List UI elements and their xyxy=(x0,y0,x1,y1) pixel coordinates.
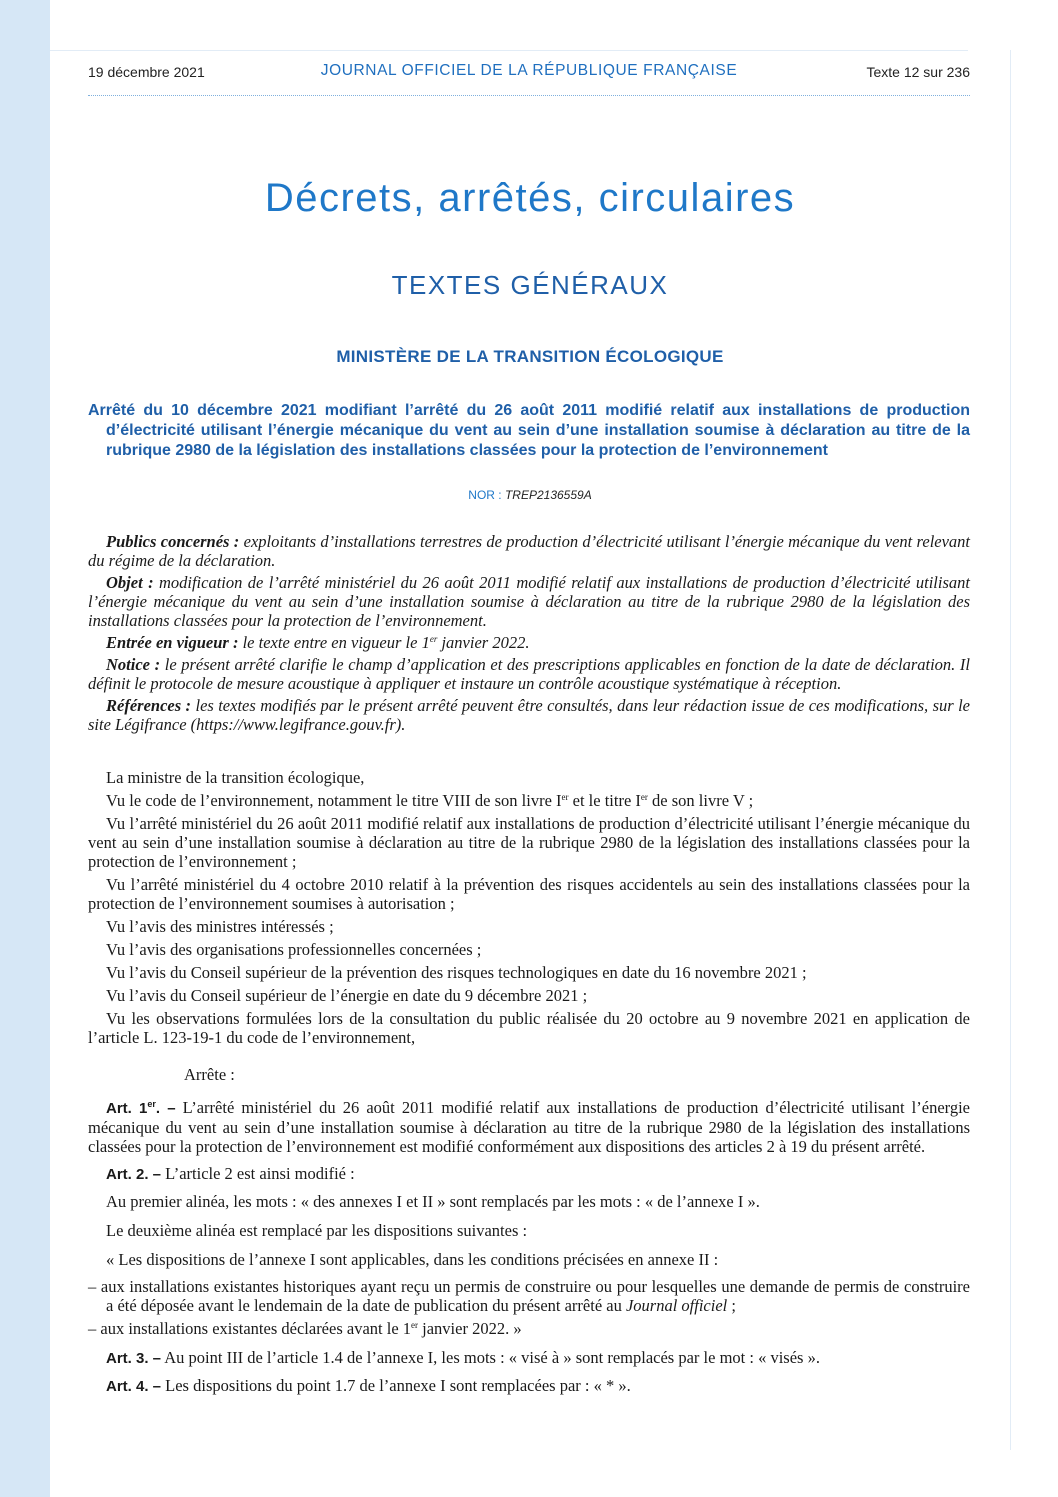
summary-publics-label: Publics concernés : xyxy=(106,532,240,551)
article-1-label-b: . – xyxy=(155,1100,176,1117)
article-1 xyxy=(88,1098,970,1156)
vu-paragraph: Vu l’avis des organisations professionnelles concernées ; xyxy=(106,940,482,959)
dash-item-2-text-b: janvier 2022. » xyxy=(418,1319,522,1338)
page-right-edge xyxy=(966,50,1011,1450)
summary-notice-label: Notice : xyxy=(106,655,161,674)
section-subtitle: TEXTES GÉNÉRAUX xyxy=(391,270,669,300)
article-1-label xyxy=(106,1100,176,1117)
article-3 xyxy=(88,1348,970,1368)
article-2-dash-item xyxy=(88,1319,970,1338)
vu-paragraph xyxy=(88,791,970,810)
dash-item-1-text-a: – aux installations existantes historiques ayant reçu un permis de construire ou pour lesquelles une demande de permis de construire a été déposée avant le lendemain de la date de publication du présent arrêté au xyxy=(88,1277,970,1315)
header-divider xyxy=(88,95,970,96)
summary-entree-label: Entrée en vigueur : xyxy=(106,633,239,652)
vu1-text-b: et le titre I xyxy=(568,791,641,810)
vu-paragraph: Vu les observations formulées lors de la consultation du public réalisée du 20 octobre au 9 novembre 2021 en application de l’article L. 123-19-1 du code de l’environnement, xyxy=(88,1009,970,1047)
vu-paragraph: Vu l’avis des ministres intéressés ; xyxy=(106,917,334,936)
left-margin-band xyxy=(0,0,50,1497)
article-1-text: L’arrêté ministériel du 26 août 2011 modifié relatif aux installations de production d’électricité utilisant l’énergie mécanique du vent au sein d’une installation soumise à déclaration au titre de la rubrique 2980 de la législation des installations classées pour la protection de l’environnement est modifié conformément aux dispositions des articles 2 à 19 du présent arrêté. xyxy=(88,1098,970,1156)
article-1-label-a: Art. 1 xyxy=(106,1100,148,1117)
page-header xyxy=(88,62,970,86)
dash-item-1-text-b: ; xyxy=(727,1296,736,1315)
nor-value: TREP2136559A xyxy=(504,488,592,502)
article-3-text: Au point III de l’article 1.4 de l’annexe I, les mots : « visé à » sont remplacés par le mot : « visés ». xyxy=(161,1348,820,1367)
summary-entree-text-a: le texte entre en vigueur le 1 xyxy=(238,633,430,652)
summary-objet-text: modification de l’arrêté ministériel du 26 août 2011 modifié relatif aux installations de production d’électricité utilisant l’énergie mécanique du vent au sein d’une installation soumise à déclaration au titre de la rubrique 2980 de la législation des installations classées pour la protection de l’environnement. xyxy=(88,573,970,630)
summary-publics xyxy=(88,532,970,570)
dash-item-2-sup: er xyxy=(411,1320,419,1330)
vu-paragraph: Vu l’avis du Conseil supérieur de la prévention des risques technologiques en date du 16 novembre 2021 ; xyxy=(106,963,807,982)
vu1-text-c: de son livre V ; xyxy=(647,791,754,810)
article-3-label: Art. 3. – xyxy=(106,1350,162,1367)
ministry-heading: MINISTÈRE DE LA TRANSITION ÉCOLOGIQUE xyxy=(336,347,724,366)
article-4 xyxy=(88,1376,970,1396)
summary-objet xyxy=(88,573,970,630)
article-2-paragraph: « Les dispositions de l’annexe I sont applicables, dans les conditions précisées en annexe II : xyxy=(106,1250,719,1269)
article-2 xyxy=(88,1164,970,1184)
summary-entree xyxy=(88,633,970,652)
summary-block xyxy=(88,532,970,737)
header-date: 19 décembre 2021 xyxy=(88,64,205,80)
vu-paragraph: Vu l’arrêté ministériel du 4 octobre 2010 relatif à la prévention des risques accidentels au sein des installations classées pour la protection de l’environnement soumises à autorisation ; xyxy=(88,875,970,913)
header-journal-title: JOURNAL OFFICIEL DE LA RÉPUBLIQUE FRANÇAISE xyxy=(320,62,738,79)
nor-reference xyxy=(50,488,1010,502)
section-title: Décrets, arrêtés, circulaires xyxy=(264,176,796,220)
minister-line: La ministre de la transition écologique, xyxy=(106,768,365,787)
vu-paragraph: Vu l’arrêté ministériel du 26 août 2011 modifié relatif aux installations de production d’électricité utilisant l’énergie mécanique du vent au sein d’une installation soumise à déclaration au titre de la rubrique 2980 de la législation des installations classées pour la protection de l’environnement ; xyxy=(88,814,970,871)
page-top-edge xyxy=(50,50,968,51)
act-title: Arrêté du 10 décembre 2021 modifiant l’arrêté du 26 août 2011 modifié relatif aux installations de production d’électricité utilisant l’énergie mécanique du vent au sein d’une installation soumise à déclaration au titre de la rubrique 2980 de la législation des installations classées pour la protection de l’environnement xyxy=(88,402,970,459)
nor-label: NOR : xyxy=(468,488,505,502)
article-1-sup: er xyxy=(147,1099,156,1109)
article-2-paragraph: Au premier alinéa, les mots : « des annexes I et II » sont remplacés par les mots : « de l’annexe I ». xyxy=(106,1192,760,1211)
summary-entree-text-b: janvier 2022. xyxy=(437,633,530,652)
body-text xyxy=(88,768,970,1404)
summary-objet-label: Objet : xyxy=(106,573,154,592)
summary-publics-text: exploitants d’installations terrestres de production d’électricité utilisant l’énergie mécanique du vent relevant du régime de la déclaration. xyxy=(88,532,971,570)
summary-notice-text: le présent arrêté clarifie le champ d’application et des prescriptions applicables en fonction de la date de déclaration. Il définit le protocole de mesure acoustique à appliquer et instaure un contrôle acoustique systématique à réception. xyxy=(88,655,970,693)
summary-references xyxy=(88,696,970,734)
dash-item-1-italic: Journal officiel xyxy=(625,1296,728,1315)
summary-references-label: Références : xyxy=(106,696,192,715)
summary-entree-sup: er xyxy=(429,634,438,644)
article-4-text: Les dispositions du point 1.7 de l’annexe I sont remplacées par : « * ». xyxy=(161,1376,631,1395)
article-2-label: Art. 2. – xyxy=(106,1166,162,1183)
vu-paragraph: Vu l’avis du Conseil supérieur de l’énergie en date du 9 décembre 2021 ; xyxy=(106,986,588,1005)
vu1-sup2: er xyxy=(640,792,648,802)
header-text-number: Texte 12 sur 236 xyxy=(866,64,970,80)
article-2-paragraph: Le deuxième alinéa est remplacé par les dispositions suivantes : xyxy=(106,1221,528,1240)
vu1-text-a: Vu le code de l’environnement, notamment le titre VIII de son livre I xyxy=(106,791,562,810)
dash-item-2-text-a: – aux installations existantes déclarées avant le 1 xyxy=(88,1319,412,1338)
summary-references-text: les textes modifiés par le présent arrêté peuvent être consultés, dans leur rédaction issue de ces modifications, sur le site Légifrance (https://www.legifrance.gouv.fr). xyxy=(88,696,970,734)
article-2-text: L’article 2 est ainsi modifié : xyxy=(161,1164,355,1183)
article-2-dash-item xyxy=(88,1277,970,1315)
arrete-line: Arrête : xyxy=(184,1065,235,1084)
vu1-sup1: er xyxy=(561,792,569,802)
summary-notice xyxy=(88,655,970,693)
article-4-label: Art. 4. – xyxy=(106,1378,162,1395)
